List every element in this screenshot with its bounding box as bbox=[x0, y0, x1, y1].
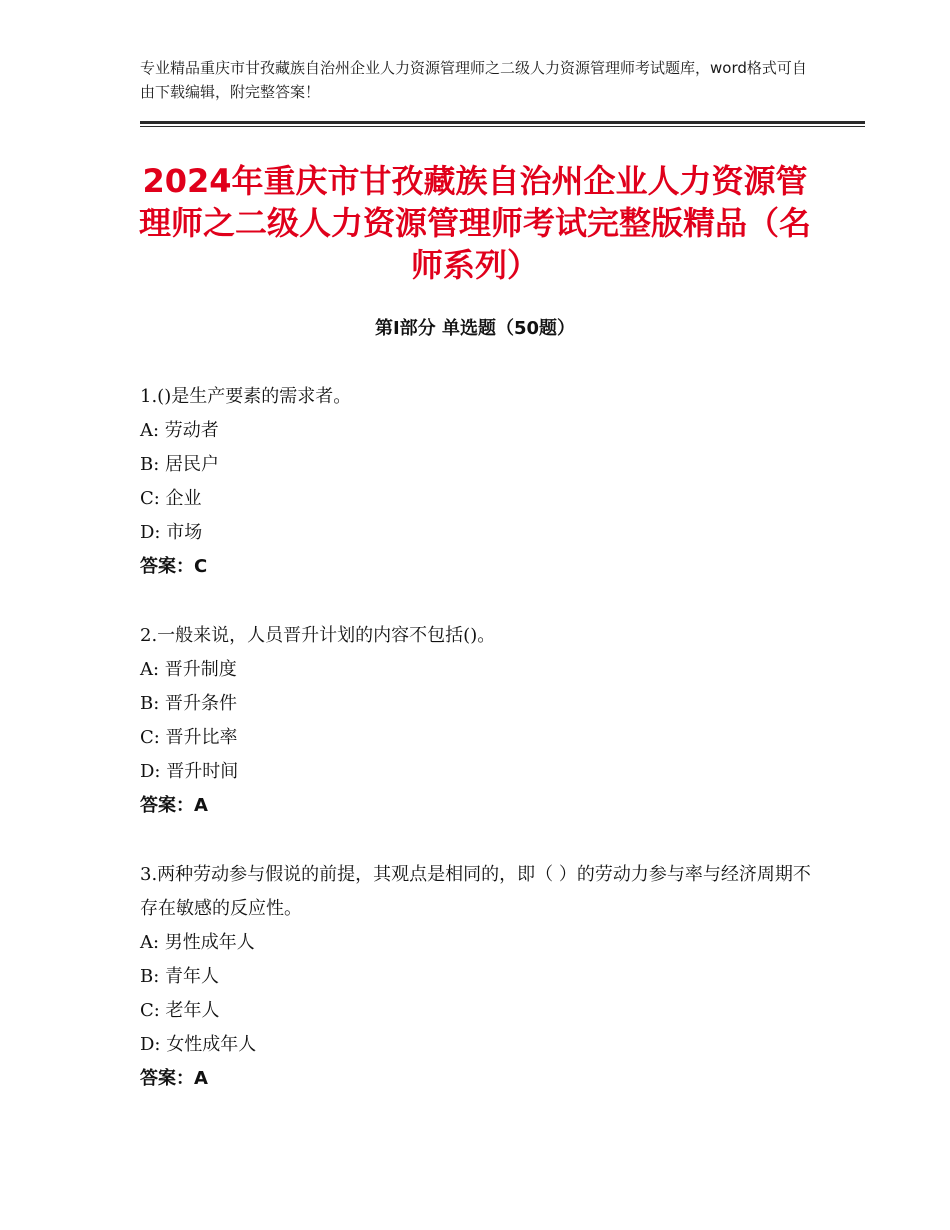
header-divider-thick bbox=[140, 121, 865, 124]
option-b: B: 居民户 bbox=[140, 454, 220, 475]
answer-line: 答案：A bbox=[140, 795, 208, 816]
header-divider-thin bbox=[140, 126, 865, 127]
document-title: 2024年重庆市甘孜藏族自治州企业人力资源管理师之二级人力资源管理师考试完整版精品（名师系列） bbox=[138, 162, 811, 284]
answer-line: 答案：C bbox=[140, 556, 208, 577]
option-d: D: 女性成年人 bbox=[140, 1034, 257, 1055]
option-a: A: 劳动者 bbox=[140, 420, 219, 441]
option-d: D: 晋升时间 bbox=[140, 761, 239, 782]
option-a: A: 晋升制度 bbox=[140, 659, 237, 680]
question-stem: 3.两种劳动参与假说的前提，其观点是相同的，即（ ）的劳动力参与率与经济周期不存在敏感的反应性。 bbox=[140, 864, 811, 919]
option-d: D: 市场 bbox=[140, 522, 203, 543]
question-3 bbox=[140, 858, 820, 1096]
question-stem: 2.一般来说，人员晋升计划的内容不包括()。 bbox=[140, 625, 496, 646]
option-a: A: 男性成年人 bbox=[140, 932, 255, 953]
question-stem: 1.()是生产要素的需求者。 bbox=[140, 386, 352, 407]
question-2 bbox=[140, 619, 820, 823]
section-heading: 第Ⅰ部分 单选题（50题） bbox=[374, 318, 575, 339]
option-c: C: 晋升比率 bbox=[140, 727, 238, 748]
answer-line: 答案：A bbox=[140, 1068, 208, 1089]
option-c: C: 老年人 bbox=[140, 1000, 220, 1021]
option-b: B: 晋升条件 bbox=[140, 693, 238, 714]
header-note: 专业精品重庆市甘孜藏族自治州企业人力资源管理师之二级人力资源管理师考试题库，word格式可自由下载编辑，附完整答案！ bbox=[140, 59, 807, 101]
option-b: B: 青年人 bbox=[140, 966, 220, 987]
question-1 bbox=[140, 380, 820, 584]
option-c: C: 企业 bbox=[140, 488, 202, 509]
